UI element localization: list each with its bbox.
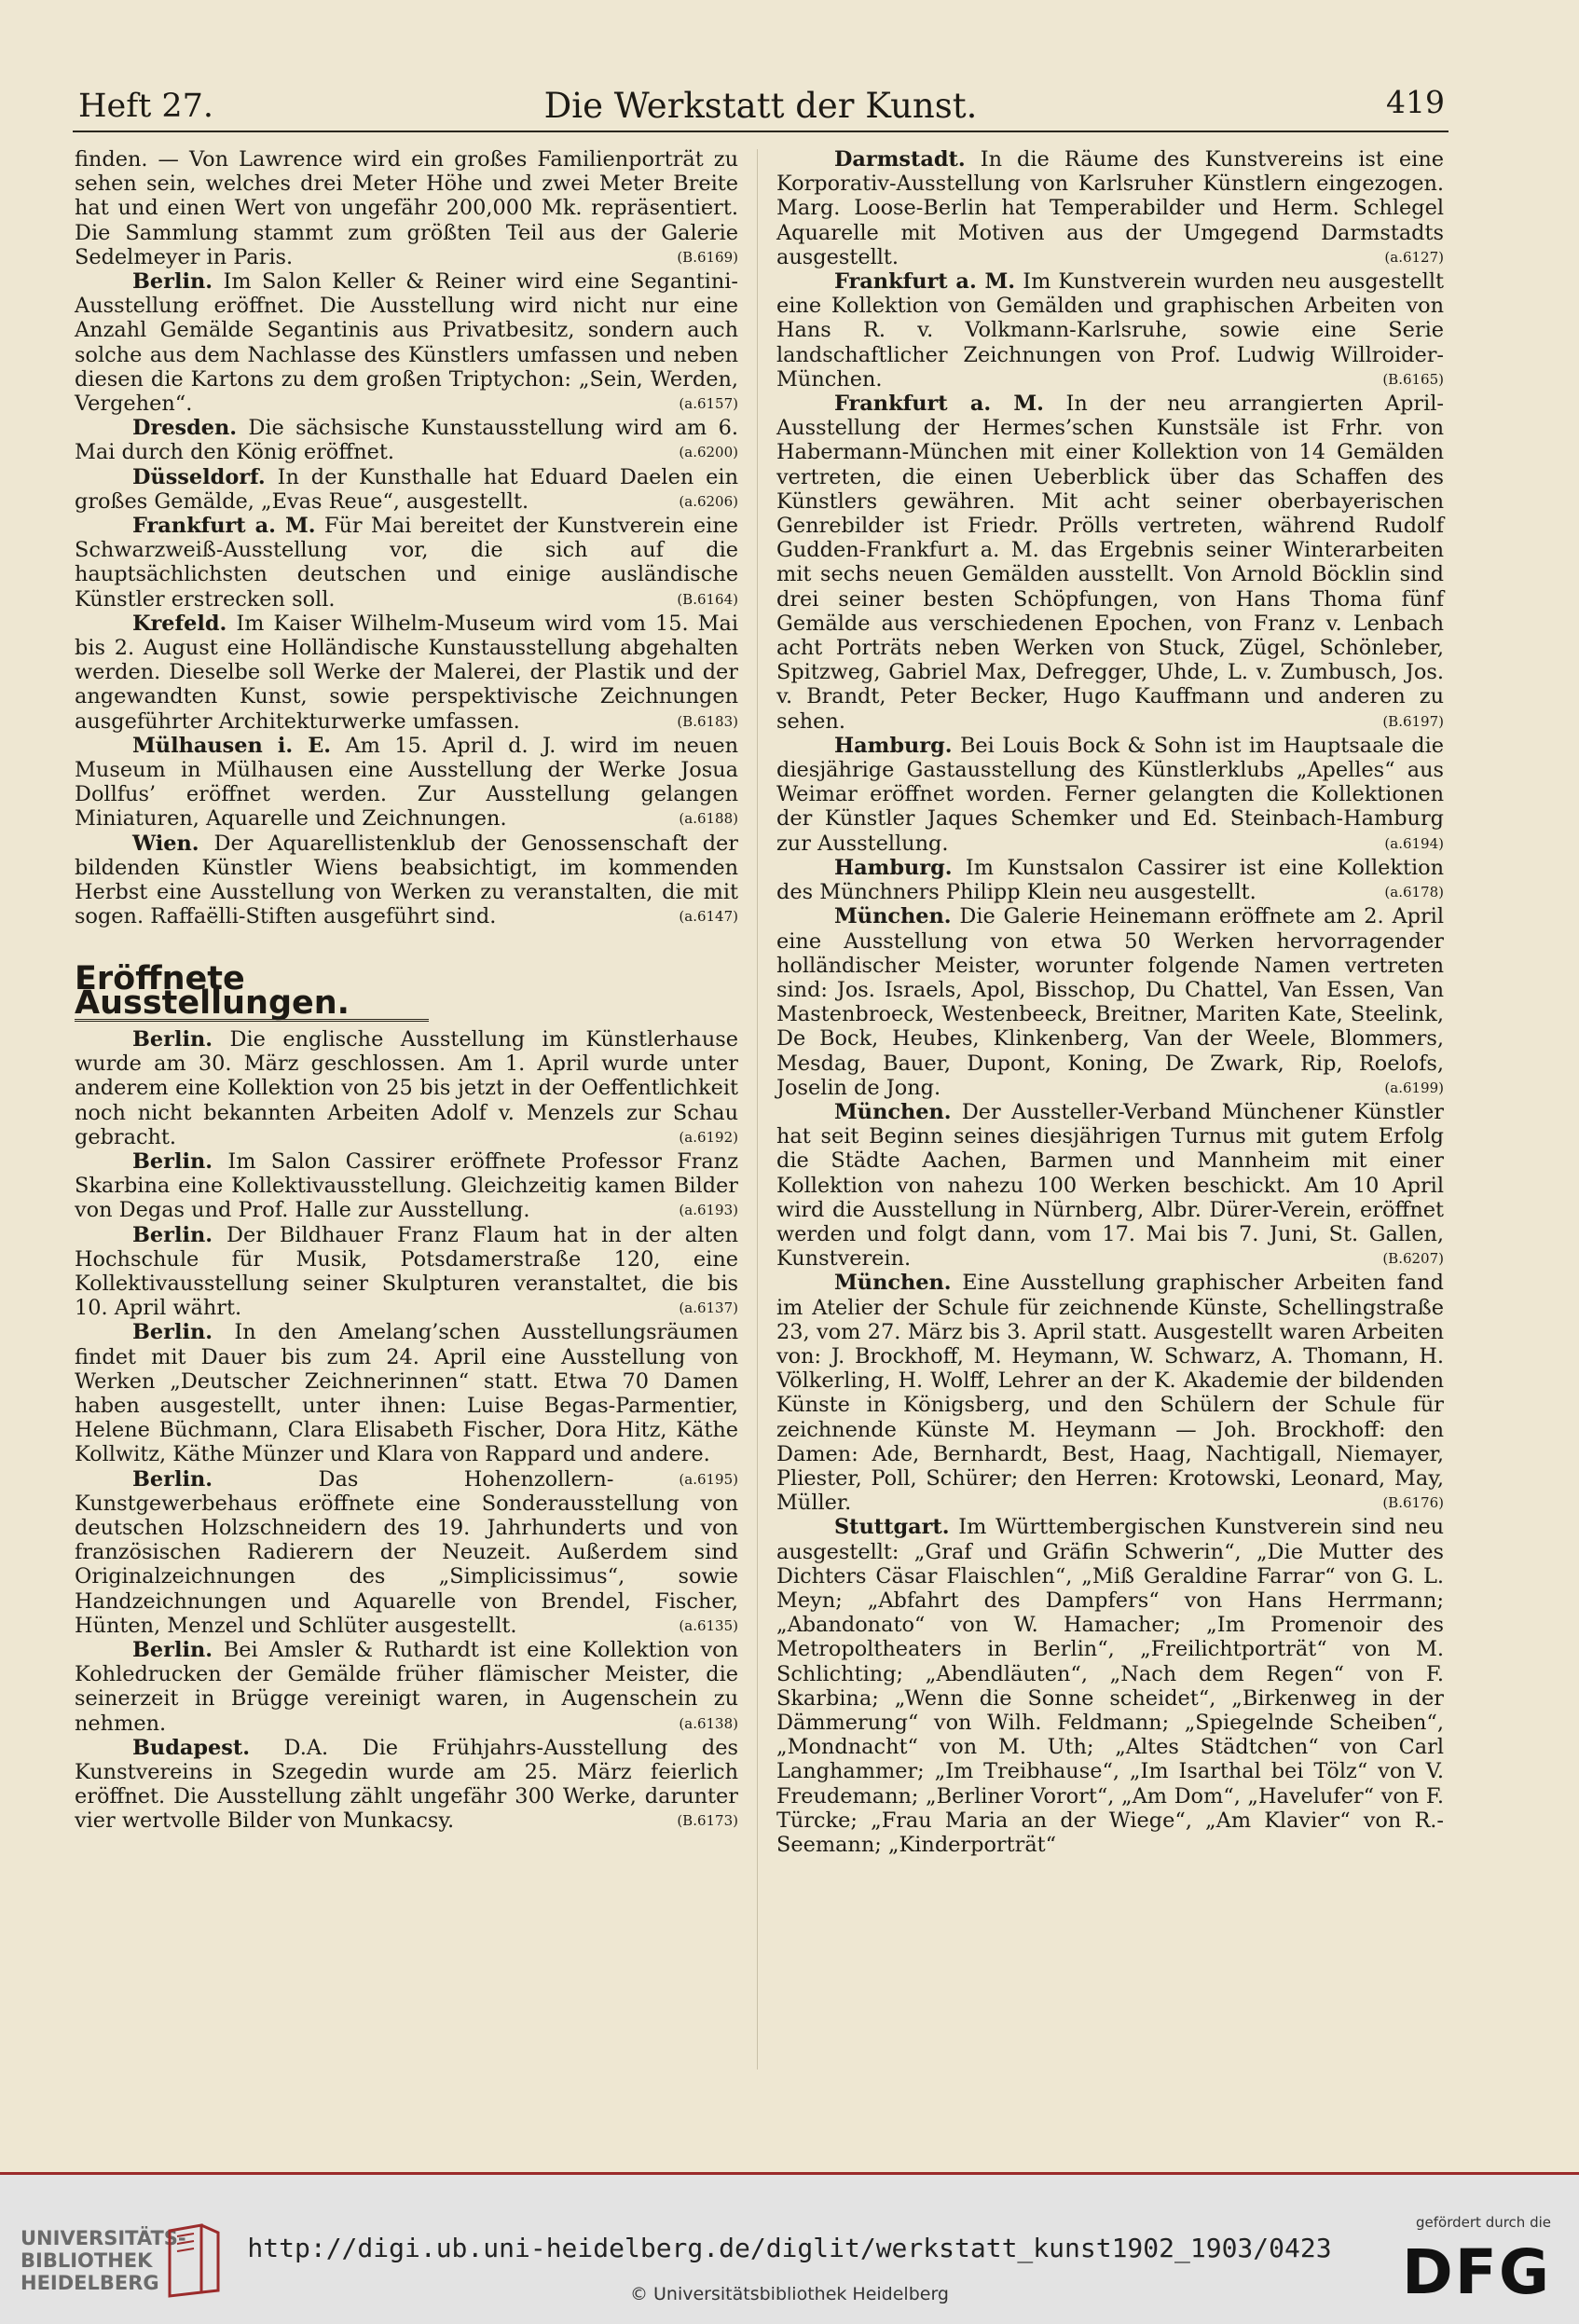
news-item bbox=[75, 1736, 738, 1834]
reference-code: (B.6169) bbox=[677, 248, 738, 266]
reference-code: (a.6127) bbox=[1384, 248, 1444, 266]
item-text: Der Aquarellistenklub der Genossenschaft der bildenden Künstler Wiens beabsichtigt, im kommenden Herbst eine Ausstellung von Werken zu veranstalten, die mit sogen. Raffaëlli-Stiften ausgeführt sind. bbox=[75, 831, 738, 929]
journal-title: Die Werkstatt der Kunst. bbox=[543, 86, 978, 126]
item-text: Im Kunstverein wurden neu ausgestellt eine Kollektion von Gemälden und graphischen Arbeiten von Hans R. v. Volkmann-Karlsruhe, sowie eine Serie landschaftlicher Zeichnungen von Prof. Ludwig Willroider-München. bbox=[776, 269, 1444, 392]
item-text: Im Kunstsalon Cassirer ist eine Kollektion des Münchners Philipp Klein neu ausgestellt. bbox=[776, 855, 1445, 905]
item-text: Die Galerie Heinemann eröffnete am 2. April eine Ausstellung von etwa 50 Werken hervorragender holländischer Meister, worunter folgende Namen vertreten sind: Jos. Israels, Apol, Bisschop, Du Chattel, Van Essen, Van Mastenbroeck, Westenbeeck, Breitner, Mariten Kate, Steelink, De Bock, Heubes, Klinkenberg, Van der Weele, Blommers, Mesdag, Bauer, Dupont, Koning, De Zwark, Rip, Roelofs, Joselin de Jong. bbox=[776, 904, 1444, 1100]
item-text: Am 15. April d. J. wird im neuen Museum in Mülhausen eine Ausstellung der Werke Josua Dollfus’ eröffnet werden. Zur Ausstellung gelangen Miniaturen, Aquarelle und Zeichnungen. bbox=[75, 733, 738, 832]
news-item bbox=[75, 1467, 738, 1638]
news-item bbox=[75, 832, 738, 929]
item-text: In der Kunsthalle hat Eduard Daelen ein großes Gemälde, „Evas Reue“, ausgestellt. bbox=[75, 464, 738, 514]
reference-code: (B.6207) bbox=[1382, 1250, 1444, 1268]
item-text: Der Bildhauer Franz Flaum hat in der alten Hochschule für Musik, Potsdamerstraße 120, eine Kollektivausstellung seiner Skulpturen veranstaltet, die bis 10. April währt. bbox=[75, 1222, 738, 1321]
item-text: finden. — Von Lawrence wird ein großes Familienporträt zu sehen sein, welches drei Meter Höhe und zwei Meter Breite hat und einen Wert von ungefähr 200,000 Mk. repräsentiert. Die Sammlung stammt zum größten Teil aus der Galerie Sedelmeyer in Paris. bbox=[75, 147, 738, 269]
news-item bbox=[75, 1149, 738, 1223]
city-name: Berlin. bbox=[132, 1637, 213, 1662]
city-name: Berlin. bbox=[132, 1320, 213, 1345]
news-item bbox=[776, 147, 1444, 269]
reference-code: (B.6197) bbox=[1382, 712, 1444, 730]
reference-code: (a.6178) bbox=[1384, 884, 1444, 901]
city-name: Budapest. bbox=[132, 1735, 251, 1760]
city-name: Frankfurt a. M. bbox=[132, 514, 316, 539]
dfg-logo: DFG bbox=[1401, 2236, 1551, 2308]
reference-code: (a.6137) bbox=[679, 1300, 738, 1317]
news-item bbox=[776, 1271, 1444, 1515]
sponsor-caption: gefördert durch die bbox=[1416, 2214, 1551, 2231]
reference-code: (a.6194) bbox=[1384, 834, 1444, 852]
item-text: Das Hohenzollern-Kunstgewerbehaus eröffnete eine Sonderausstellung von deutschen Holzschneidern des 19. Jahrhunderts und von französischen Radierern der Neuzeit. Außerdem sind Originalzeichnungen des „Simplicissimus“, sowie Handzeichnungen und Aquarelle von Brendel, Fischer, Hünten, Menzel und Schlüter ausgestellt. bbox=[75, 1466, 738, 1638]
item-text: Im Salon Keller & Reiner wird eine Segantini-Ausstellung eröffnet. Die Ausstellung wird nicht nur eine Anzahl Gemälde Segantinis aus Privatbesitz, sondern auch solche aus dem Nachlasse des Künstlers umfassen und neben diesen die Kartons zu dem großen Triptychon: „Sein, Werden, Vergehen“. bbox=[75, 269, 738, 417]
library-name: UNIVERSITÄTS- BIBLIOTHEK HEIDELBERG bbox=[21, 2227, 186, 2294]
item-text: Der Aussteller-Verband Münchener Künstler hat seit Beginn seines diesjährigen Turnus mit gutem Erfolg die Städte Aachen, Barmen und Mannheim mit einer Kollektion von nahezu 100 Werken beschickt. Am 10 April wird die Ausstellung in Nürnberg, Albr. Dürer-Verein, eröffnet werden und folgt dann, vom 17. Mai bis 7. Juni, St. Gallen, Kunstverein. bbox=[776, 1099, 1445, 1272]
news-item bbox=[75, 147, 738, 269]
item-text: Im Salon Cassirer eröffnete Professor Franz Skarbina eine Kollektivausstellung. Gleichzeitig kamen Bilder von Degas und Prof. Halle zur Ausstellung. bbox=[75, 1148, 738, 1223]
column-divider bbox=[757, 149, 758, 2070]
city-name: Hamburg. bbox=[834, 733, 953, 758]
city-name: Berlin. bbox=[132, 1148, 213, 1174]
reference-code: (a.6192) bbox=[679, 1128, 738, 1146]
reference-code: (a.6188) bbox=[679, 810, 738, 828]
city-name: Darmstadt. bbox=[834, 147, 966, 172]
city-name: Frankfurt a. M. bbox=[834, 269, 1016, 295]
reference-code: (a.6138) bbox=[679, 1714, 738, 1732]
reference-code: (B.6165) bbox=[1382, 370, 1444, 388]
item-text: Eine Ausstellung graphischer Arbeiten fand im Atelier der Schule für zeichnende Künste, Schellingstraße 23, vom 27. März bis 3. April statt. Ausgestellt waren Arbeiten von: J. Brockhoff, M. Heymann, W. Schwarz, A. Thomann, H. Völkerling, H. Wolff, Lehrer an der K. Akademie der bildenden Künste in Königsberg, und den Schülern der Schule für zeichnende Künste M. Heymann — Joh. Brockhoff: den Damen: Ade, Bernhardt, Best, Haag, Nachtigall, Niemayer, Pliester, Poll, Schürer; den Herren: Krotowski, Leonard, May, Müller. bbox=[776, 1271, 1444, 1516]
news-item bbox=[75, 416, 738, 464]
right-paragraph-list bbox=[776, 147, 1444, 1857]
reference-code: (a.6135) bbox=[679, 1616, 738, 1634]
permalink[interactable]: http://digi.ub.uni-heidelberg.de/diglit/werkstatt_kunst1902_1903/0423 bbox=[247, 2233, 1332, 2263]
item-text: Die englische Ausstellung im Künstlerhause wurde am 30. März geschlossen. Am 1. April wurde unter anderem eine Kollektion von 25 bis jetzt in der Oeffentlichkeit noch nicht bekannten Arbeiten Adolf v. Menzels zur Schau gebracht. bbox=[75, 1026, 738, 1149]
news-item bbox=[776, 1515, 1444, 1857]
reference-code: (a.6193) bbox=[679, 1202, 738, 1219]
news-item bbox=[776, 734, 1444, 856]
news-item bbox=[776, 1100, 1444, 1271]
page-number: 419 bbox=[1386, 84, 1445, 120]
reference-code: (B.6176) bbox=[1382, 1494, 1444, 1512]
city-name: Hamburg. bbox=[834, 855, 953, 880]
city-name: Mülhausen i. E. bbox=[132, 733, 332, 758]
reference-code: (B.6173) bbox=[677, 1812, 738, 1830]
item-text: Im Württembergischen Kunstverein sind neu ausgestellt: „Graf und Gräfin Schwerin“, „Die Mutter des Dichters Cäsar Flaischlen“, „Miß Geraldine Farrar“ von G. L. Meyn; „Abfahrt des Dampfers“ von Hans Herrmann; „Abandonato“ von W. Hamacher; „Im Promenoir des Metropoltheaters in Berlin“, „Freilichtporträt“ von M. Schlichting; „Abendläuten“, „Nach dem Regen“ von F. Skarbina; „Wenn die Sonne scheidet“, „Birkenweg in der Dämmerung“ von Wilh. Feldmann; „Spiegelnde Scheiben“, „Mondnacht“ von M. Uth; „Altes Städtchen“ von Carl Langhammer; „Im Treibhause“, „Im Isarthal bei Tölz“ von V. Freudemann; „Berliner Vorort“, „Am Dom“, „Havelufer“ von F. Türcke; „Frau Maria an der Wiege“, „Am Klavier“ von R.-Seemann; „Kinderporträt“ bbox=[776, 1515, 1445, 1858]
item-text: Die sächsische Kunstausstellung wird am 6. Mai durch den König eröffnet. bbox=[75, 416, 738, 465]
news-item bbox=[75, 1223, 738, 1321]
reference-code: (a.6206) bbox=[679, 492, 738, 510]
news-item bbox=[776, 856, 1444, 904]
news-item bbox=[75, 514, 738, 612]
city-name: Stuttgart. bbox=[834, 1515, 950, 1540]
item-text: Bei Louis Bock & Sohn ist im Hauptsaale die diesjährige Gastausstellung des Künstlerklubs „Apelles“ aus Weimar eröffnet worden. Ferner gelangten die Kollektionen der Künstler Jaques Schemker und Ed. Steinbach-Hamburg zur Ausstellung. bbox=[776, 733, 1444, 856]
section-paragraph-list bbox=[75, 1027, 738, 1834]
news-item bbox=[75, 1320, 738, 1488]
city-name: Berlin. bbox=[132, 1466, 213, 1492]
city-name: Frankfurt a. M. bbox=[834, 392, 1044, 417]
section-title: Eröffnete Ausstellungen. bbox=[75, 967, 429, 1022]
city-name: München. bbox=[834, 1099, 952, 1124]
city-name: Berlin. bbox=[132, 269, 213, 295]
item-text: D.A. Die Frühjahrs-Ausstellung des Kunstvereins in Szegedin wurde am 25. März feierlich eröffnet. Die Ausstellung zählt ungefähr 300 Werke, darunter vier wertvolle Bilder von Munkacsy. bbox=[75, 1735, 738, 1834]
reference-code: (a.6195) bbox=[679, 1470, 738, 1488]
item-text: In den Amelang’schen Ausstellungsräumen findet mit Dauer bis zum 24. April eine Ausstellung von Werken „Deutscher Zeichnerinnen“ statt. Etwa 70 Damen haben ausgestellt, unter ihnen: Luise Begas-Parmentier, Helene Büchmann, Clara Elisabeth Fischer, Dora Hitz, Käthe Kollwitz, Käthe Münzer und Klara von Rappard und andere. bbox=[75, 1320, 738, 1467]
left-paragraph-list bbox=[75, 147, 738, 929]
news-item bbox=[75, 612, 738, 734]
issue-number: Heft 27. bbox=[78, 88, 214, 125]
item-text: Bei Amsler & Ruthardt ist eine Kollektion von Kohledrucken der Gemälde früher flämischer Meister, die seinerzeit in Brügge vereinigt waren, in Augenschein zu nehmen. bbox=[75, 1637, 738, 1736]
reference-code: (B.6164) bbox=[677, 590, 738, 608]
reference-code: (a.6199) bbox=[1384, 1079, 1444, 1096]
city-name: München. bbox=[834, 904, 952, 929]
city-name: München. bbox=[834, 1271, 952, 1296]
footer-bar bbox=[0, 2172, 1579, 2324]
left-column bbox=[75, 147, 738, 1834]
reference-code: (a.6200) bbox=[679, 444, 738, 461]
reference-code: (a.6157) bbox=[679, 395, 738, 413]
news-item bbox=[75, 269, 738, 416]
news-item bbox=[776, 392, 1444, 734]
item-text: In die Räume des Kunstvereins ist eine Korporativ-Ausstellung von Karlsruher Künstlern eingezogen. Marg. Loose-Berlin hat Temperabilder und Herm. Schlegel Aquarelle mit Motiven aus der Umgegend Darmstadts ausgestellt. bbox=[776, 147, 1444, 269]
city-name: Wien. bbox=[132, 831, 199, 856]
copyright: © Universitätsbibliothek Heidelberg bbox=[629, 2284, 949, 2304]
news-item bbox=[776, 904, 1444, 1100]
city-name: Berlin. bbox=[132, 1026, 213, 1052]
item-text: Im Kaiser Wilhelm-Museum wird vom 15. Mai bis 2. August eine Holländische Kunstausstellung abgehalten werden. Dieselbe soll Werke der Malerei, der Plastik und der angewandten Kunst, sowie perspektivische Zeichnungen ausgeführter Architekturwerke umfassen. bbox=[75, 611, 739, 734]
reference-code: (a.6147) bbox=[679, 908, 738, 926]
news-item bbox=[75, 734, 738, 832]
city-name: Krefeld. bbox=[132, 611, 227, 636]
reference-code: (B.6183) bbox=[677, 712, 738, 730]
right-column bbox=[776, 147, 1444, 1857]
news-item bbox=[75, 1027, 738, 1149]
city-name: Dresden. bbox=[132, 416, 238, 441]
running-header bbox=[73, 76, 1449, 132]
news-item bbox=[75, 1638, 738, 1736]
news-item bbox=[75, 465, 738, 514]
news-item bbox=[776, 269, 1444, 392]
item-text: In der neu arrangierten April-Ausstellung der Hermes’schen Kunstsäle ist Frhr. von Habermann-München mit einer Kollektion von 14 Gemälden vertreten, die einen Ueberblick über das Schaffen des Künstlers gewähren. Mit acht seiner oberbayerischen Genrebilder ist Friedr. Prölls vertreten, während Rudolf Gudden-Frankfurt a. M. das Ergebnis seiner Winterarbeiten mit sechs neuen Gemälden ausstellt. Von Arnold Böcklin sind drei seiner besten Schöpfungen, von Hans Thoma fünf Gemälde aus verschiedenen Epochen, von Franz v. Lenbach acht Porträts neben Werken von Stuck, Zügel, Schönleber, Spitzweg, Gabriel Max, Defregger, Uhde, L. v. Zumbusch, Jos. v. Brandt, Peter Becker, Hugo Kauffmann und anderen zu sehen. bbox=[776, 392, 1444, 734]
city-name: Düsseldorf. bbox=[132, 464, 266, 489]
item-text: Für Mai bereitet der Kunstverein eine Schwarzweiß-Ausstellung vor, die sich auf die hauptsächlichsten deutschen und einige ausländische Künstler erstrecken soll. bbox=[75, 514, 738, 612]
city-name: Berlin. bbox=[132, 1222, 213, 1247]
